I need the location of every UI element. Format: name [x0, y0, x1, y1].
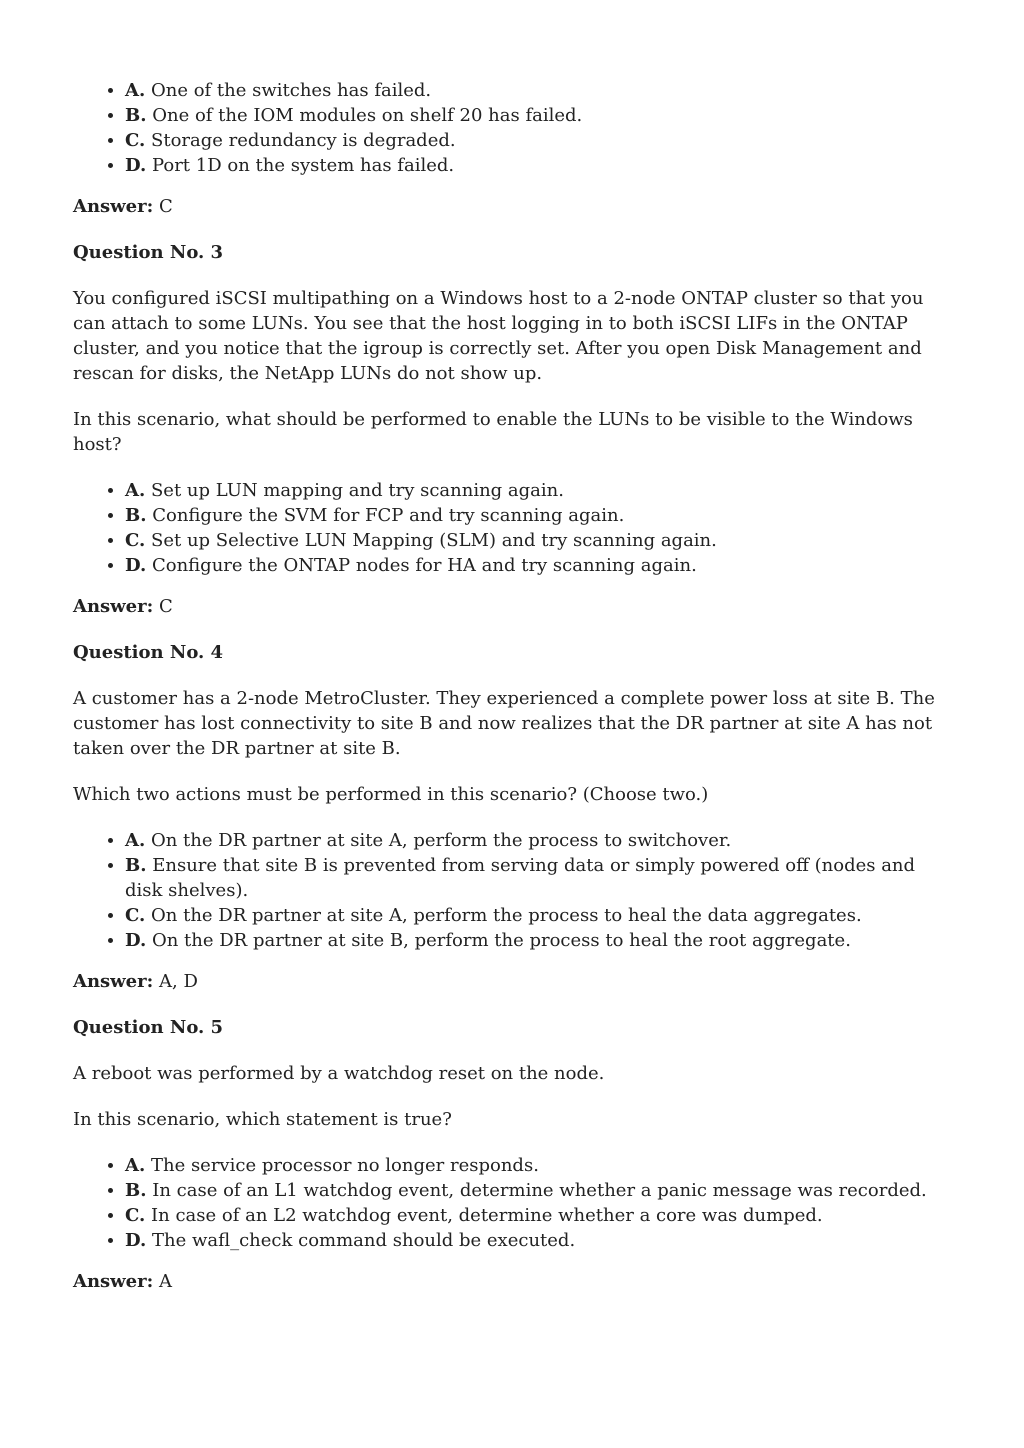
option-letter: B.: [125, 105, 147, 126]
option-letter: A.: [125, 480, 146, 501]
option-text: On the DR partner at site B, perform the process to heal the root aggregate.: [151, 930, 851, 951]
option-item: [125, 1228, 944, 1253]
answer-label: Answer:: [73, 596, 154, 617]
option-text: Port 1D on the system has failed.: [151, 155, 455, 176]
option-letter: D.: [125, 155, 147, 176]
option-letter: A.: [125, 1155, 146, 1176]
option-text: The service processor no longer responds.: [150, 1155, 539, 1176]
option-text: Configure the ONTAP nodes for HA and try scanning again.: [151, 555, 697, 576]
option-letter: B.: [125, 1180, 147, 1201]
option-item: [125, 903, 944, 928]
answer-line: [73, 1269, 944, 1294]
option-letter: D.: [125, 555, 147, 576]
answer-value: C: [159, 196, 173, 217]
option-letter: C.: [125, 1205, 146, 1226]
question-paragraph: A customer has a 2-node MetroCluster. They experienced a complete power loss at site B. The customer has lost connectivity to site B and now realizes that the DR partner at site A has not taken over the DR partner at site B.: [73, 688, 935, 759]
question-paragraph: A reboot was performed by a watchdog reset on the node.: [73, 1063, 605, 1084]
question-prompt: Which two actions must be performed in this scenario? (Choose two.): [73, 784, 709, 805]
option-text: Storage redundancy is degraded.: [151, 130, 456, 151]
option-item: [125, 1203, 944, 1228]
option-letter: C.: [125, 905, 146, 926]
answer-label: Answer:: [73, 196, 154, 217]
option-letter: B.: [125, 855, 147, 876]
option-letter: C.: [125, 130, 146, 151]
option-item: [125, 478, 944, 503]
option-text: The wafl_check command should be executed.: [151, 1230, 576, 1251]
option-item: [125, 828, 944, 853]
option-item: [125, 553, 944, 578]
answer-line: [73, 594, 944, 619]
question-title: Question No. 5: [73, 1017, 224, 1038]
option-text: In case of an L2 watchdog event, determine whether a core was dumped.: [151, 1205, 823, 1226]
option-item: [125, 153, 944, 178]
question-prompt: In this scenario, which statement is true?: [73, 1109, 452, 1130]
answer-value: A: [159, 1271, 172, 1292]
option-item: [125, 853, 944, 903]
answer-value: C: [159, 596, 173, 617]
q4-options-list: [73, 828, 944, 953]
question-prompt: In this scenario, what should be performed to enable the LUNs to be visible to the Windows host?: [73, 409, 913, 455]
question-title: Question No. 3: [73, 242, 224, 263]
option-text: One of the IOM modules on shelf 20 has failed.: [152, 105, 583, 126]
option-letter: D.: [125, 1230, 147, 1251]
option-letter: B.: [125, 505, 147, 526]
option-item: [125, 1178, 944, 1203]
option-text: Configure the SVM for FCP and try scanning again.: [152, 505, 625, 526]
question-paragraph: You configured iSCSI multipathing on a Windows host to a 2-node ONTAP cluster so that you can attach to some LUNs. You see that the host logging in to both iSCSI LIFs in the ONTAP cluster, and you notice that the igroup is correctly set. After you open Disk Management and rescan for disks, the NetApp LUNs do not show up.: [73, 288, 924, 384]
answer-line: [73, 969, 944, 994]
option-item: [125, 128, 944, 153]
option-item: [125, 1153, 944, 1178]
answer-line: [73, 194, 944, 219]
option-letter: A.: [125, 80, 146, 101]
option-text: One of the switches has failed.: [150, 80, 432, 101]
answer-label: Answer:: [73, 971, 154, 992]
prev-options-list: [73, 78, 944, 178]
option-item: [125, 528, 944, 553]
option-item: [125, 78, 944, 103]
option-text: On the DR partner at site A, perform the process to heal the data aggregates.: [151, 905, 862, 926]
option-letter: D.: [125, 930, 147, 951]
option-item: [125, 103, 944, 128]
answer-value: A, D: [159, 971, 198, 992]
option-text: On the DR partner at site A, perform the process to switchover.: [150, 830, 732, 851]
q5-options-list: [73, 1153, 944, 1253]
option-letter: C.: [125, 530, 146, 551]
option-item: [125, 928, 944, 953]
option-item: [125, 503, 944, 528]
option-text: Ensure that site B is prevented from serving data or simply powered off (nodes and disk shelves).: [125, 855, 916, 901]
option-text: Set up Selective LUN Mapping (SLM) and try scanning again.: [151, 530, 717, 551]
q3-options-list: [73, 478, 944, 578]
option-text: Set up LUN mapping and try scanning again.: [150, 480, 564, 501]
question-title: Question No. 4: [73, 642, 224, 663]
option-letter: A.: [125, 830, 146, 851]
option-text: In case of an L1 watchdog event, determine whether a panic message was recorded.: [152, 1180, 927, 1201]
answer-label: Answer:: [73, 1271, 154, 1292]
